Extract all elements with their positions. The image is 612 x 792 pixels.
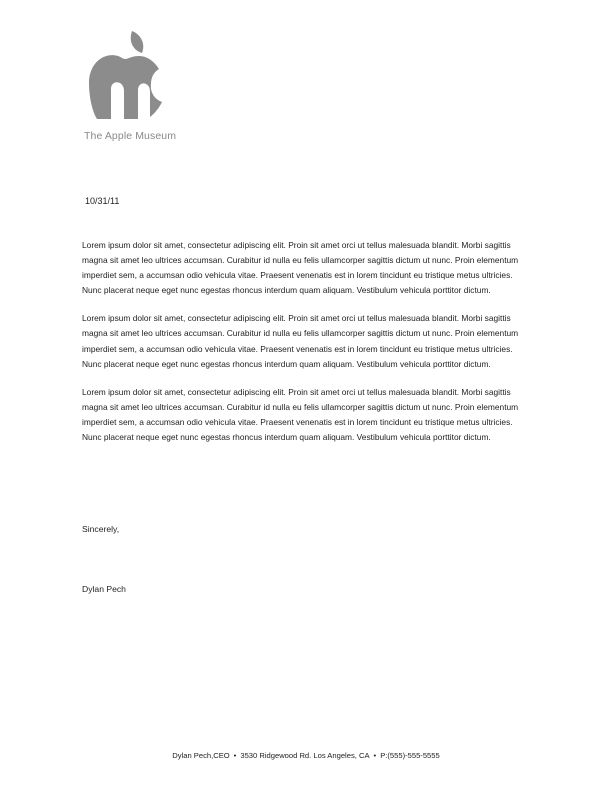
letter-body (82, 238, 522, 458)
letter-paragraph: Lorem ipsum dolor sit amet, consectetur adipiscing elit. Proin sit amet orci ut tellus malesuada blandit. Morbi sagittis magna sit amet leo ultrices accumsan. Curabitur id nulla eu felis ullamcorper sagittis dictum ut nunc. Proin elementum imperdiet sem, a accumsan odio vehicula vitae. Praesent venenatis est in lorem tincidunt eu tristique metus ultricies. Nunc placerat neque eget nunc egestas rhoncus interdum quam aliquam. Vestibulum vehicula porttitor dictum. (82, 240, 519, 296)
footer-address: 3530 Ridgewood Rd. Los Angeles, CA (240, 751, 370, 760)
organization-name: The Apple Museum (84, 130, 177, 142)
letter-closing: Sincerely, (82, 524, 120, 534)
footer-contact-line (0, 751, 612, 760)
footer-phone: P:(555)-555-5555 (380, 751, 440, 760)
footer-separator: • (373, 751, 377, 760)
footer-name-title: Dylan Pech,CEO (172, 751, 230, 760)
letter-paragraph: Lorem ipsum dolor sit amet, consectetur adipiscing elit. Proin sit amet orci ut tellus malesuada blandit. Morbi sagittis magna sit amet leo ultrices accumsan. Curabitur id nulla eu felis ullamcorper sagittis dictum ut nunc. Proin elementum imperdiet sem, a accumsan odio vehicula vitae. Praesent venenatis est in lorem tincidunt eu tristique metus ultricies. Nunc placerat neque eget nunc egestas rhoncus interdum quam aliquam. Vestibulum vehicula porttitor dictum. (82, 386, 519, 443)
letter-paragraph: Lorem ipsum dolor sit amet, consectetur adipiscing elit. Proin sit amet orci ut tellus malesuada blandit. Morbi sagittis magna sit amet leo ultrices accumsan. Curabitur id nulla eu felis ullamcorper sagittis dictum ut nunc. Proin elementum imperdiet sem, a accumsan odio vehicula vitae. Praesent venenatis est in lorem tincidunt eu tristique metus ultricies. Nunc placerat neque eget nunc egestas rhoncus interdum quam aliquam. Vestibulum vehicula porttitor dictum. (82, 313, 519, 369)
footer-separator: • (233, 751, 237, 760)
apple-m-logo-icon (88, 31, 164, 123)
letter-date: 10/31/11 (85, 196, 120, 206)
signer-name: Dylan Pech (82, 584, 126, 594)
